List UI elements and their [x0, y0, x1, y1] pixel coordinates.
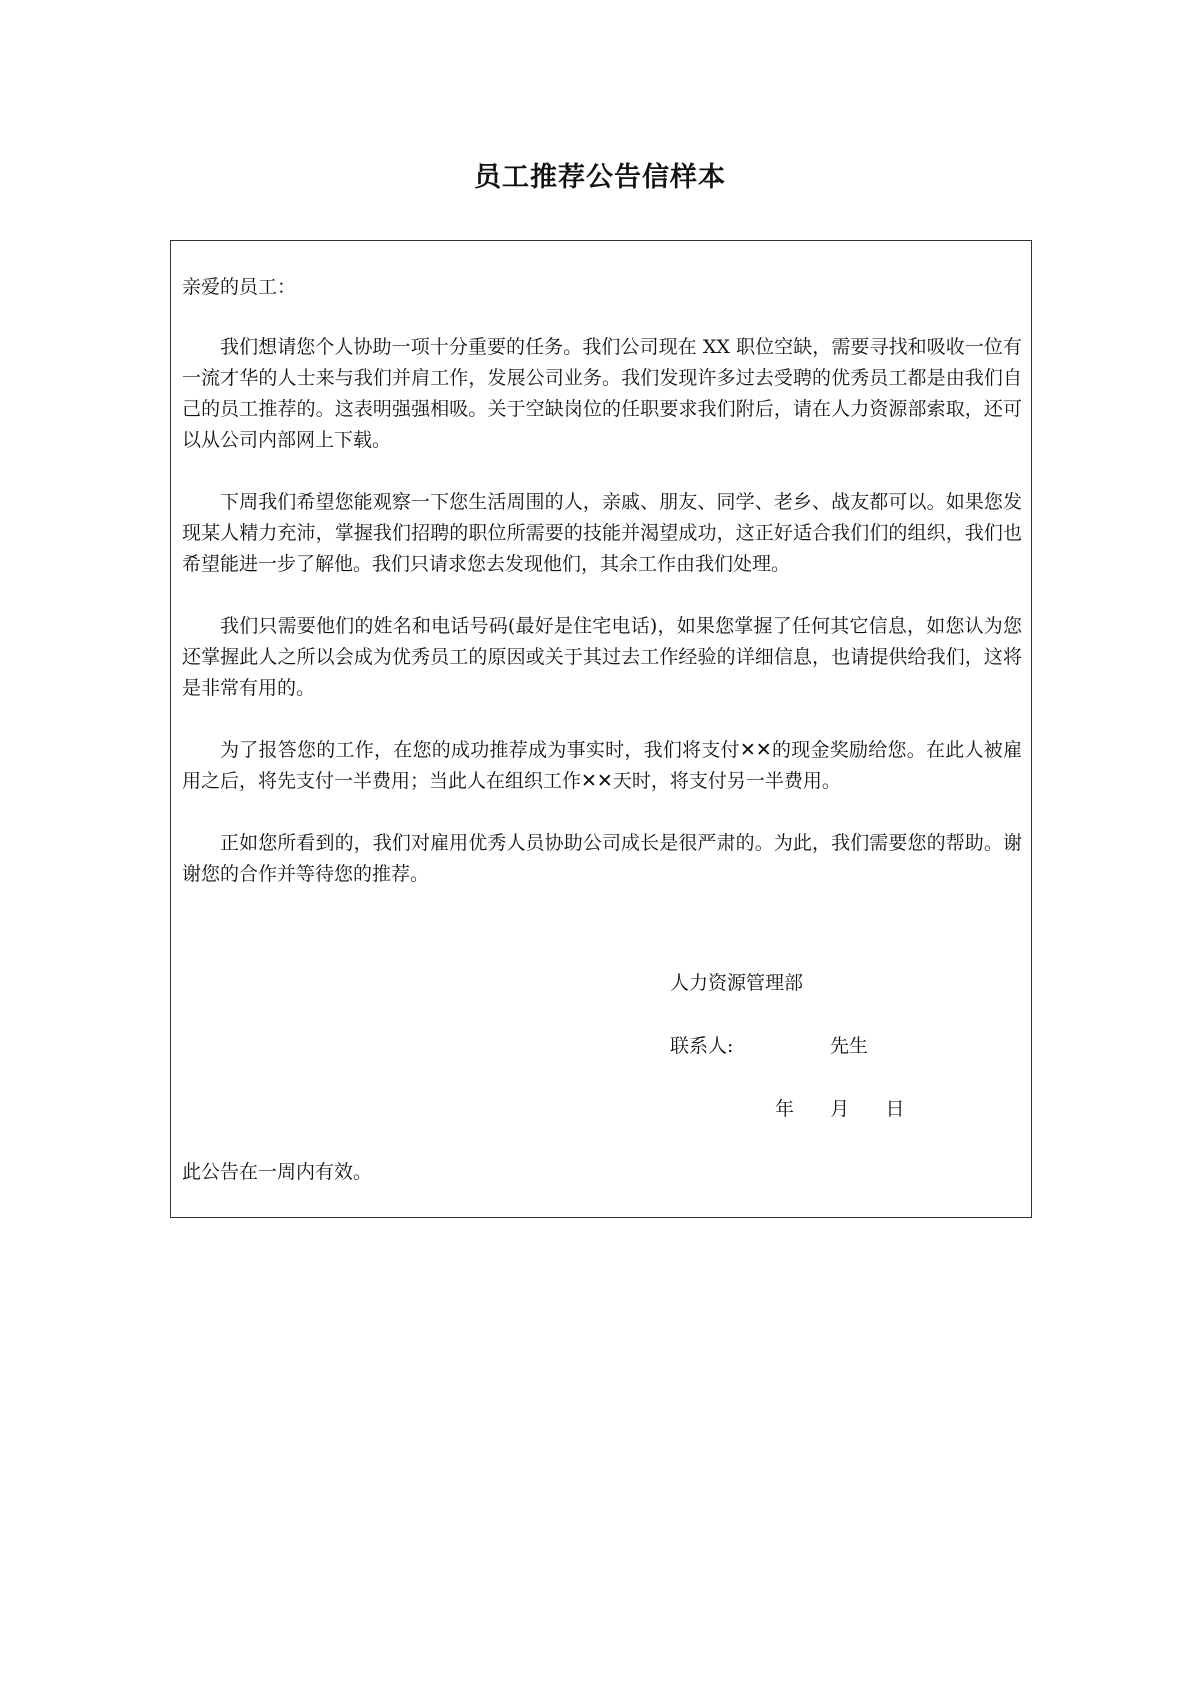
paragraph-contact-info: 我们只需要他们的姓名和电话号码(最好是住宅电话)，如果您掌握了任何其它信息，如您认为您还掌握此人之所以会成为优秀员工的原因或关于其过去工作经验的详细信息，也请提供给我们，这将是非常有用的。 — [182, 615, 1022, 699]
paragraph-reward: 为了报答您的工作，在您的成功推荐成为事实时，我们将支付✕✕的现金奖励给您。在此人被雇用之后，将先支付一半费用；当此人在组织工作✕✕天时，将支付另一半费用。 — [182, 739, 1022, 792]
signature-contact: 联系人: 先生 — [670, 1035, 869, 1057]
salutation: 亲爱的员工： — [182, 276, 297, 298]
signature-department: 人力资源管理部 — [670, 972, 804, 994]
document-title: 员工推荐公告信样本 — [474, 162, 726, 193]
paragraph-observe: 下周我们希望您能观察一下您生活周围的人，亲戚、朋友、同学、老乡、战友都可以。如果您发现某人精力充沛，掌握我们招聘的职位所需要的技能并渴望成功，这正好适合我们们的组织，我们也希望能进一步了解他。我们只请求您去发现他们，其余工作由我们处理。 — [182, 491, 1022, 575]
paragraph-vacancy: 我们想请您个人协助一项十分重要的任务。我们公司现在 XX 职位空缺，需要寻找和吸收一位有一流才华的人士来与我们并肩工作，发展公司业务。我们发现许多过去受聘的优秀员工都是由我们自己的员工推荐的。这表明强强相吸。关于空缺岗位的任职要求我们附后，请在人力资源部索取，还可以从公司内部网上下载。 — [182, 336, 1022, 451]
letter-body — [182, 272, 1022, 921]
validity-note: 此公告在一周内有效。 — [182, 1161, 373, 1183]
paragraph-closing: 正如您所看到的，我们对雇用优秀人员协助公司成长是很严肃的。为此，我们需要您的帮助。谢谢您的合作并等待您的推荐。 — [182, 832, 1022, 885]
signature-date: 年 月 日 — [775, 1098, 905, 1120]
